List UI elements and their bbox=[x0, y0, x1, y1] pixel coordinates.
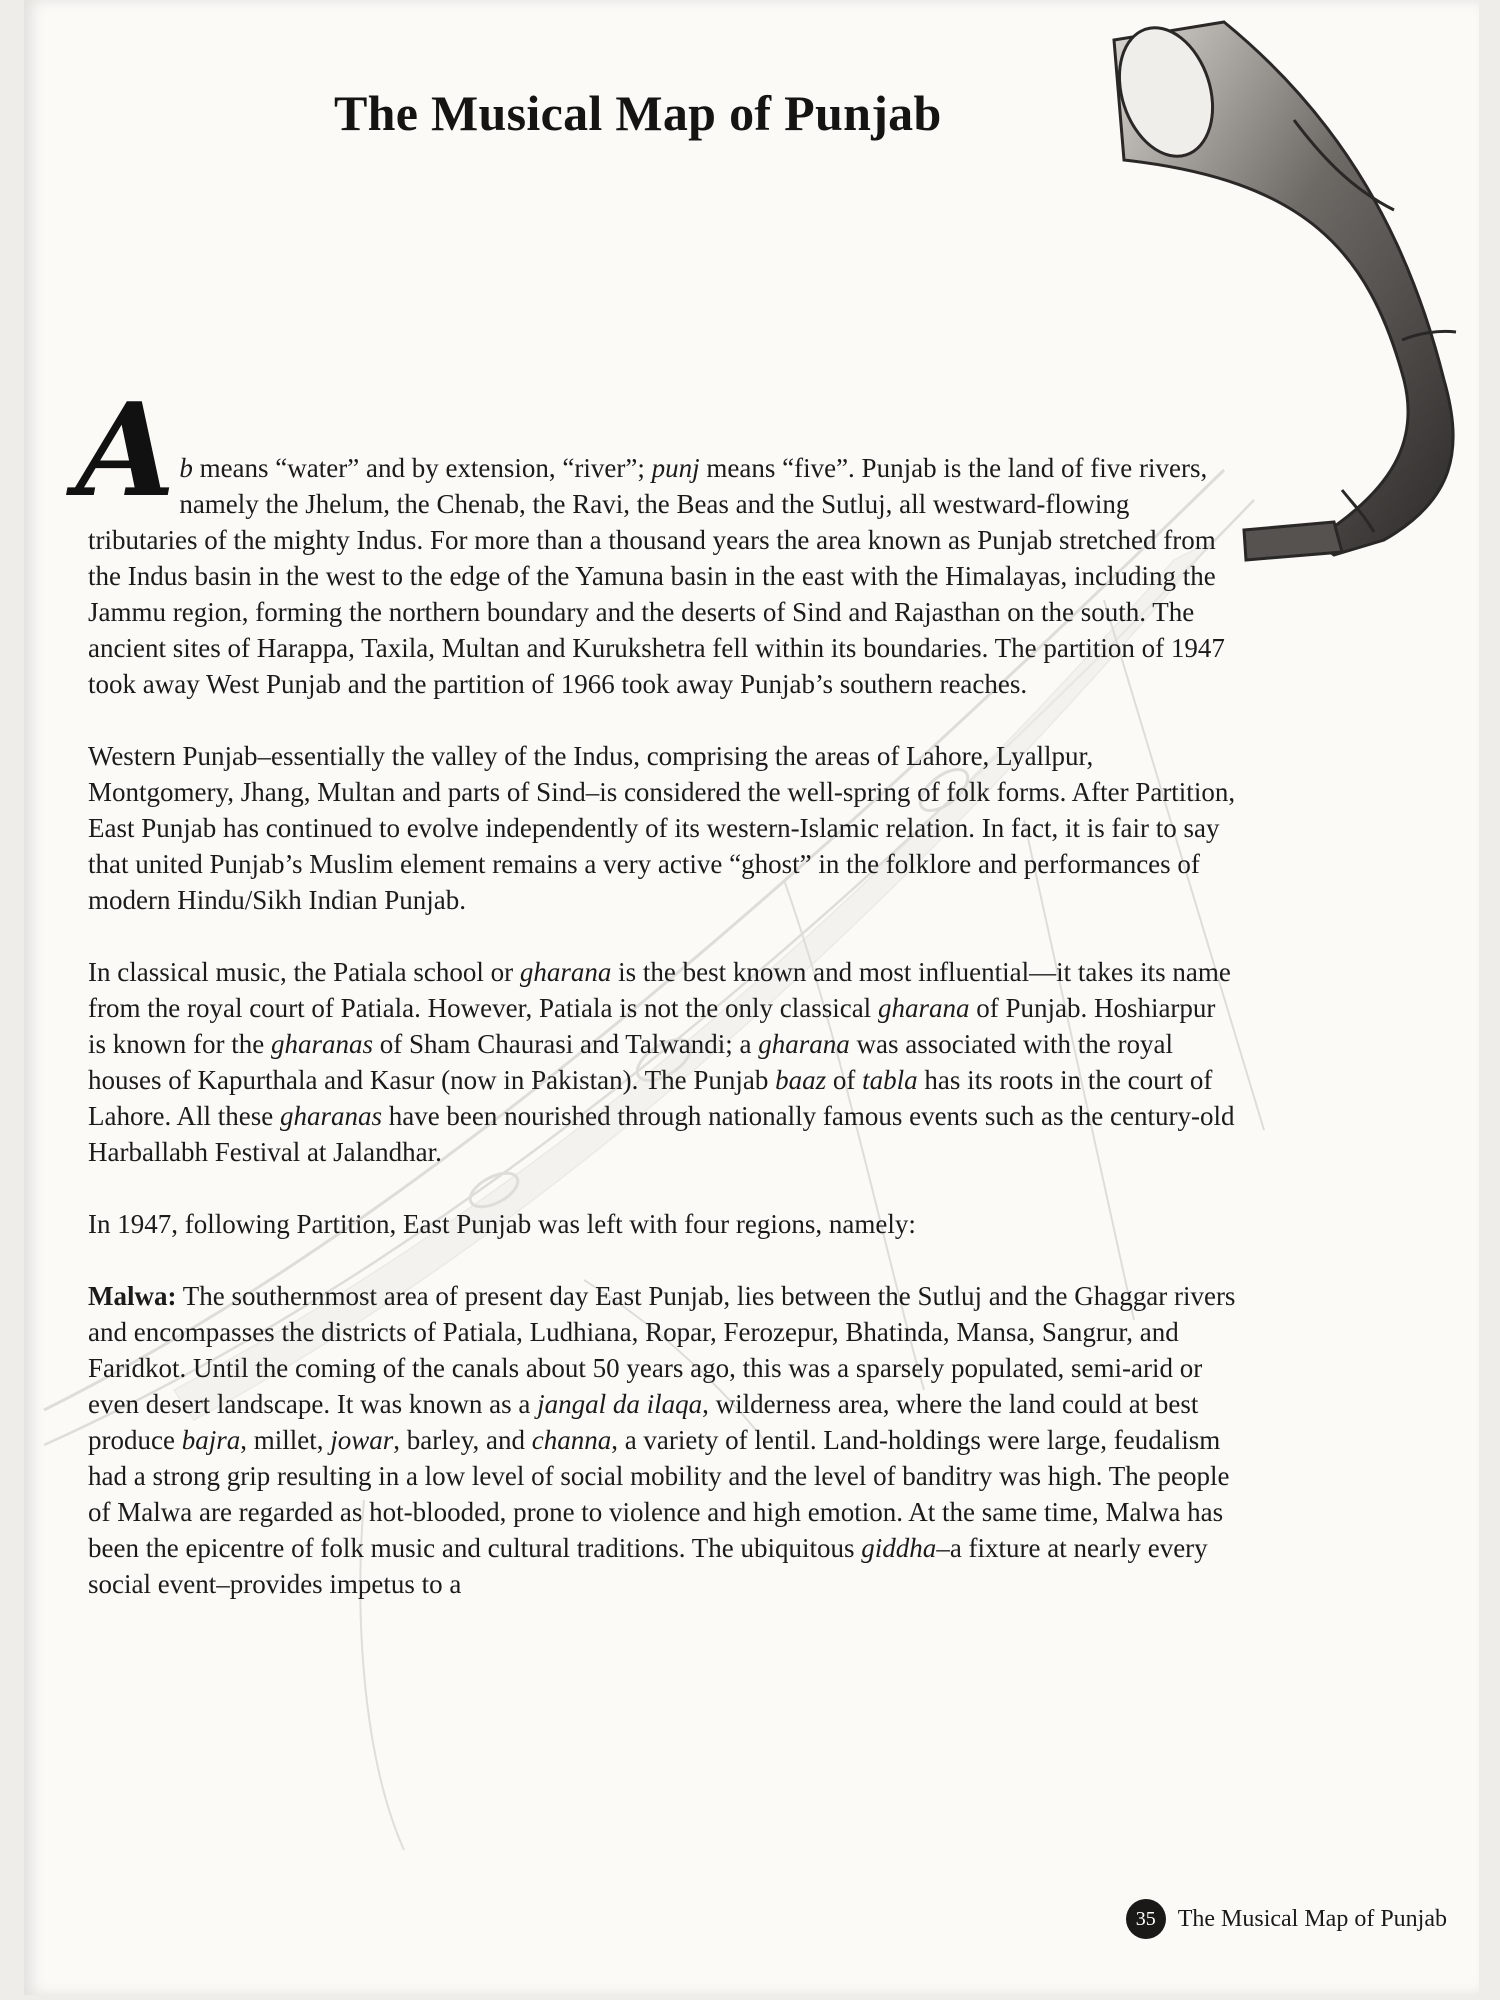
italic-term: baaz bbox=[775, 1065, 827, 1095]
text-run: , barley, and bbox=[393, 1425, 532, 1455]
text-run: –a fixture at nearly every social event–provides impetus to a bbox=[88, 1533, 1208, 1599]
text-run: In classical music, the Patiala school or bbox=[88, 957, 520, 987]
text-run: , millet, bbox=[240, 1425, 331, 1455]
text-run: have been nourished through nationally famous events such as the century-old Harballabh Festival at Jalandhar. bbox=[88, 1101, 1235, 1167]
italic-term: jowar bbox=[330, 1425, 394, 1455]
book-page bbox=[24, 0, 1479, 1995]
paragraph-regions-intro: In 1947, following Partition, East Punjab was left with four regions, namely: bbox=[88, 1209, 916, 1239]
italic-term: giddha bbox=[861, 1533, 937, 1563]
italic-term: bajra bbox=[181, 1425, 241, 1455]
paragraph-classical-music bbox=[88, 954, 1238, 1170]
italic-term: gharana bbox=[519, 957, 612, 987]
text-run: , a variety of lentil. Land-holdings were large, feudalism had a strong grip resulting in a low level of social mobility and the level of banditry was high. The people of Malwa are regarded as hot-blooded, prone to violence and high emotion. At the same time, Malwa has been the epicentre of folk music and cultural traditions. The ubiquitous bbox=[88, 1425, 1230, 1563]
italic-term: gharanas bbox=[270, 1029, 373, 1059]
text-run: is the best known and most influential—it takes its name from the royal court of Patiala. However, Patiala is not the only classical bbox=[88, 957, 1231, 1023]
body-text bbox=[76, 376, 1238, 1638]
text-run: means “five”. Punjab is the land of five rivers, namely the Jhelum, the Chenab, the Ravi, the Beas and the Sutluj, all westward-flowing tributaries of the mighty Indus. For more than a thousand years the area known as Punjab stretched from the Indus basin in the west to the edge of the Yamuna basin in the east with the Himalayas, including the Jammu region, forming the northern boundary and the deserts of Sind and Rajasthan on the south. The ancient sites of Harappa, Taxila, Multan and Kurukshetra fell within its boundaries. The partition of 1947 took away West Punjab and the partition of 1966 took away Punjab’s southern reaches. bbox=[88, 453, 1225, 699]
text-run: of Punjab. Hoshiarpur is known for the bbox=[88, 993, 1216, 1059]
italic-term: punj bbox=[651, 453, 700, 483]
paragraph-etymology bbox=[76, 376, 1238, 702]
italic-term: b bbox=[179, 453, 193, 483]
italic-term: jangal da ilaqa bbox=[537, 1389, 703, 1419]
italic-term: gharana bbox=[758, 1029, 850, 1059]
italic-term: tabla bbox=[862, 1065, 918, 1095]
text-run: , wilderness area, where the land could at best produce bbox=[88, 1389, 1199, 1455]
running-title: The Musical Map of Punjab bbox=[1177, 1905, 1447, 1932]
drop-cap: A bbox=[76, 376, 176, 526]
paragraph-western-punjab: Western Punjab–essentially the valley of the Indus, comprising the areas of Lahore, Lyallpur, Montgomery, Jhang, Multan and parts of Sind–is considered the well-spring of folk forms. After Partition, East Punjab has continued to evolve independently of its western-Islamic relation. In fact, it is fair to say that united Punjab’s Muslim element remains a very active “ghost” in the folklore and performances of modern Hindu/Sikh Indian Punjab. bbox=[88, 741, 1236, 915]
italic-term: gharanas bbox=[279, 1101, 382, 1131]
text-run: means “water” and by extension, “river”; bbox=[192, 453, 652, 483]
italic-term: channa bbox=[531, 1425, 612, 1455]
page-title: The Musical Map of Punjab bbox=[334, 85, 942, 141]
text-run: of Sham Chaurasi and Talwandi; a bbox=[373, 1029, 759, 1059]
italic-term: gharana bbox=[877, 993, 970, 1023]
paragraph-malwa bbox=[88, 1278, 1238, 1602]
text-run: has its roots in the court of Lahore. All these bbox=[88, 1065, 1213, 1131]
text-run: was associated with the royal houses of Kapurthala and Kasur (now in Pakistan). The Punjab bbox=[88, 1029, 1173, 1095]
page-footer bbox=[1126, 1899, 1447, 1939]
text-run: of bbox=[826, 1065, 863, 1095]
text-run: The southernmost area of present day East Punjab, lies between the Sutluj and the Ghaggar rivers and encompasses the districts of Patiala, Ludhiana, Ropar, Ferozepur, Bhatinda, Mansa, Sangrur, and Faridkot. Until the coming of the canals about 50 years ago, this was a sparsely populated, semi-arid or even desert landscape. It was known as a bbox=[88, 1281, 1236, 1419]
region-heading: Malwa: bbox=[88, 1281, 177, 1311]
page-number: 35 bbox=[1126, 1899, 1166, 1939]
